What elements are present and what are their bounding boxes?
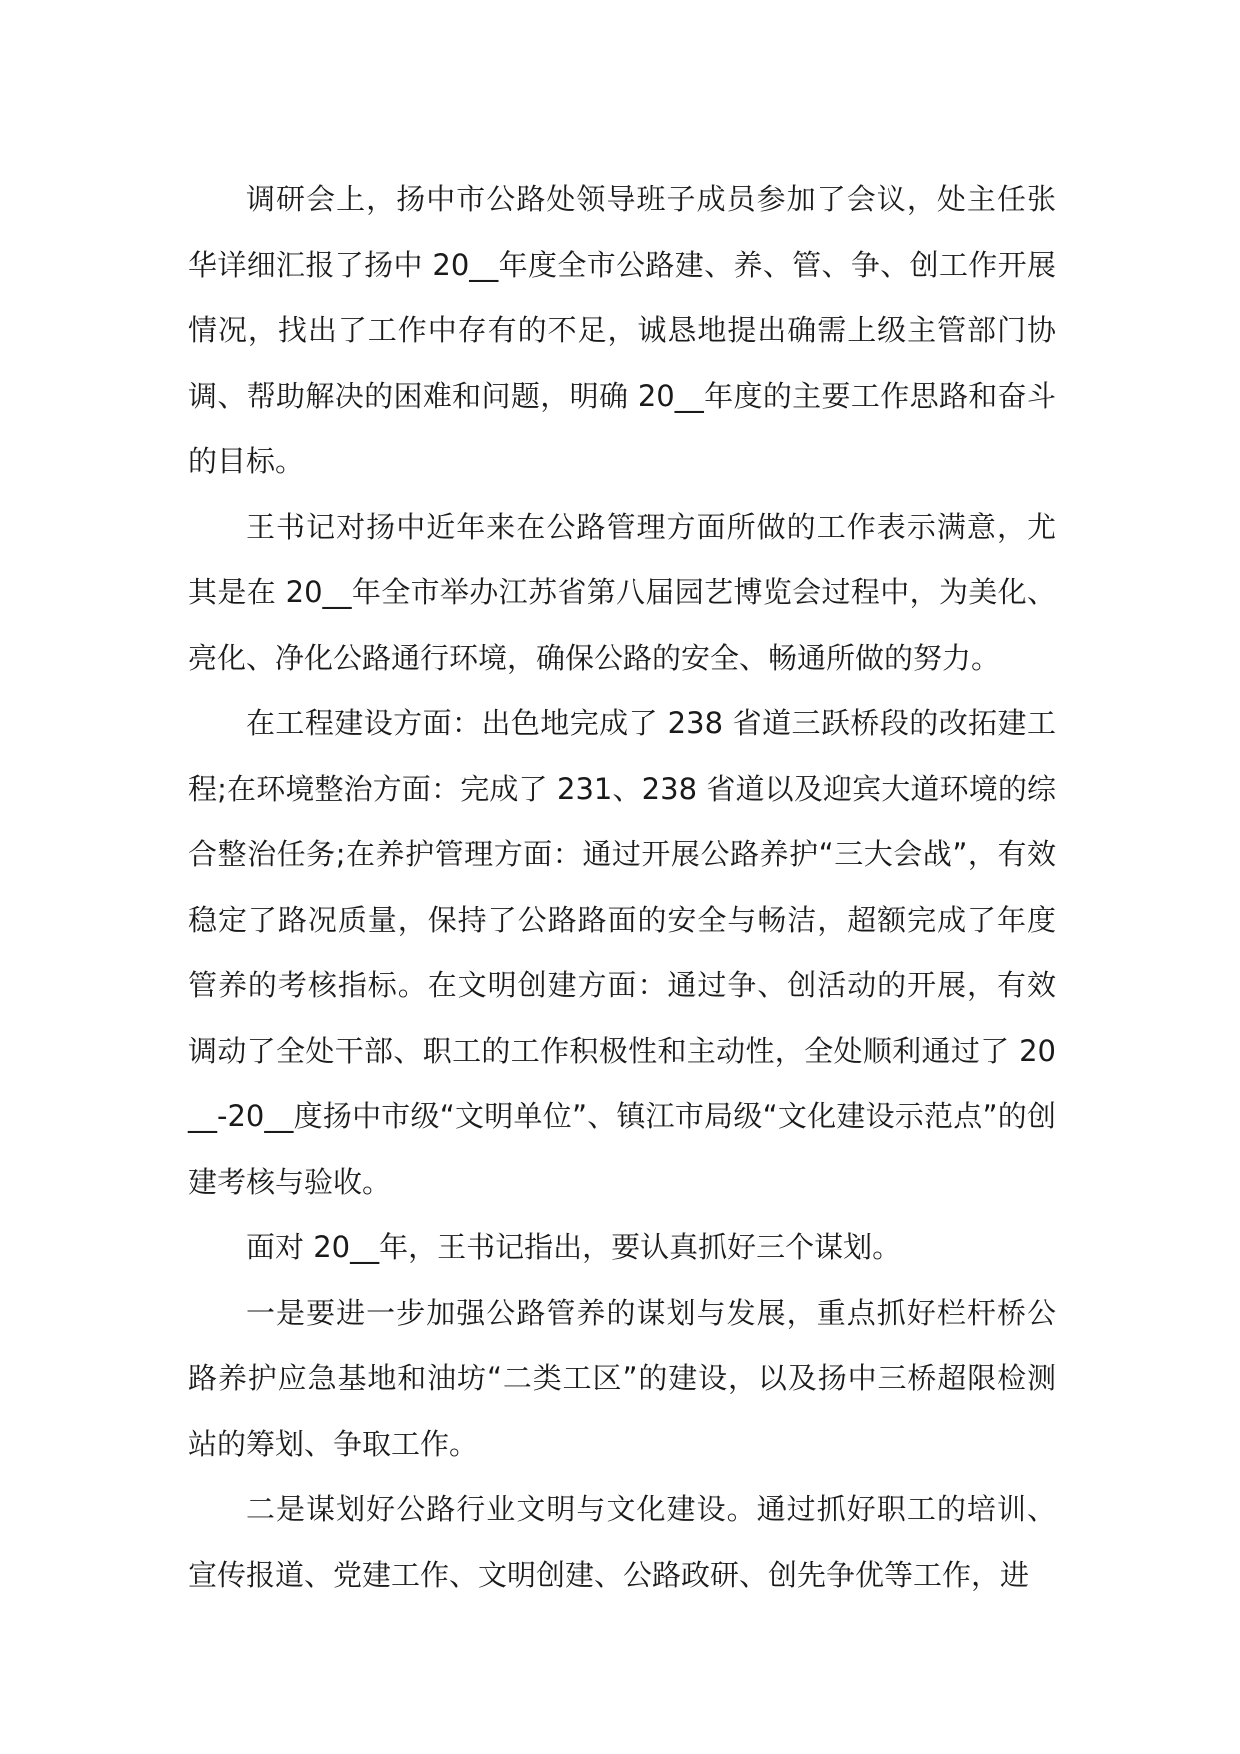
paragraph-5: 一是要进一步加强公路管养的谋划与发展，重点抓好栏杆桥公路养护应急基地和油坊“二类工区”的建设，以及扬中三桥超限检测站的筹划、争取工作。 — [188, 1295, 1056, 1461]
paragraph-6: 二是谋划好公路行业文明与文化建设。通过抓好职工的培训、宣传报道、党建工作、文明创建、公路政研、创先争优等工作，进 — [188, 1492, 1056, 1592]
paragraph-2: 王书记对扬中近年来在公路管理方面所做的工作表示满意，尤其是在 20__年全市举办江苏省第八届园艺博览会过程中，为美化、亮化、净化公路通行环境，确保公路的安全、畅通所做的努力。 — [188, 509, 1056, 675]
paragraph-3: 在工程建设方面：出色地完成了 238 省道三跃桥段的改拓建工程;在环境整治方面：完成了 231、238 省道以及迎宾大道环境的综合整治任务;在养护管理方面：通过开展公路养护“三大会战”，有效稳定了路况质量，保持了公路路面的安全与畅洁，超额完成了年度管养的考核指标。在文明创建方面：通过争、创活动的开展，有效调动了全处干部、职工的工作积极性和主动性，全处顺利通过了 20__-20__度扬中市级“文明单位”、镇江市局级“文化建设示范点”的创建考核与验收。 — [188, 706, 1056, 1199]
document-page — [188, 167, 1056, 1608]
paragraph-1: 调研会上，扬中市公路处领导班子成员参加了会议，处主任张华详细汇报了扬中 20__年度全市公路建、养、管、争、创工作开展情况，找出了工作中存有的不足，诚恳地提出确需上级主管部门协调、帮助解决的困难和问题，明确 20__年度的主要工作思路和奋斗的目标。 — [188, 182, 1056, 478]
paragraph-4: 面对 20__年，王书记指出，要认真抓好三个谋划。 — [246, 1230, 902, 1264]
